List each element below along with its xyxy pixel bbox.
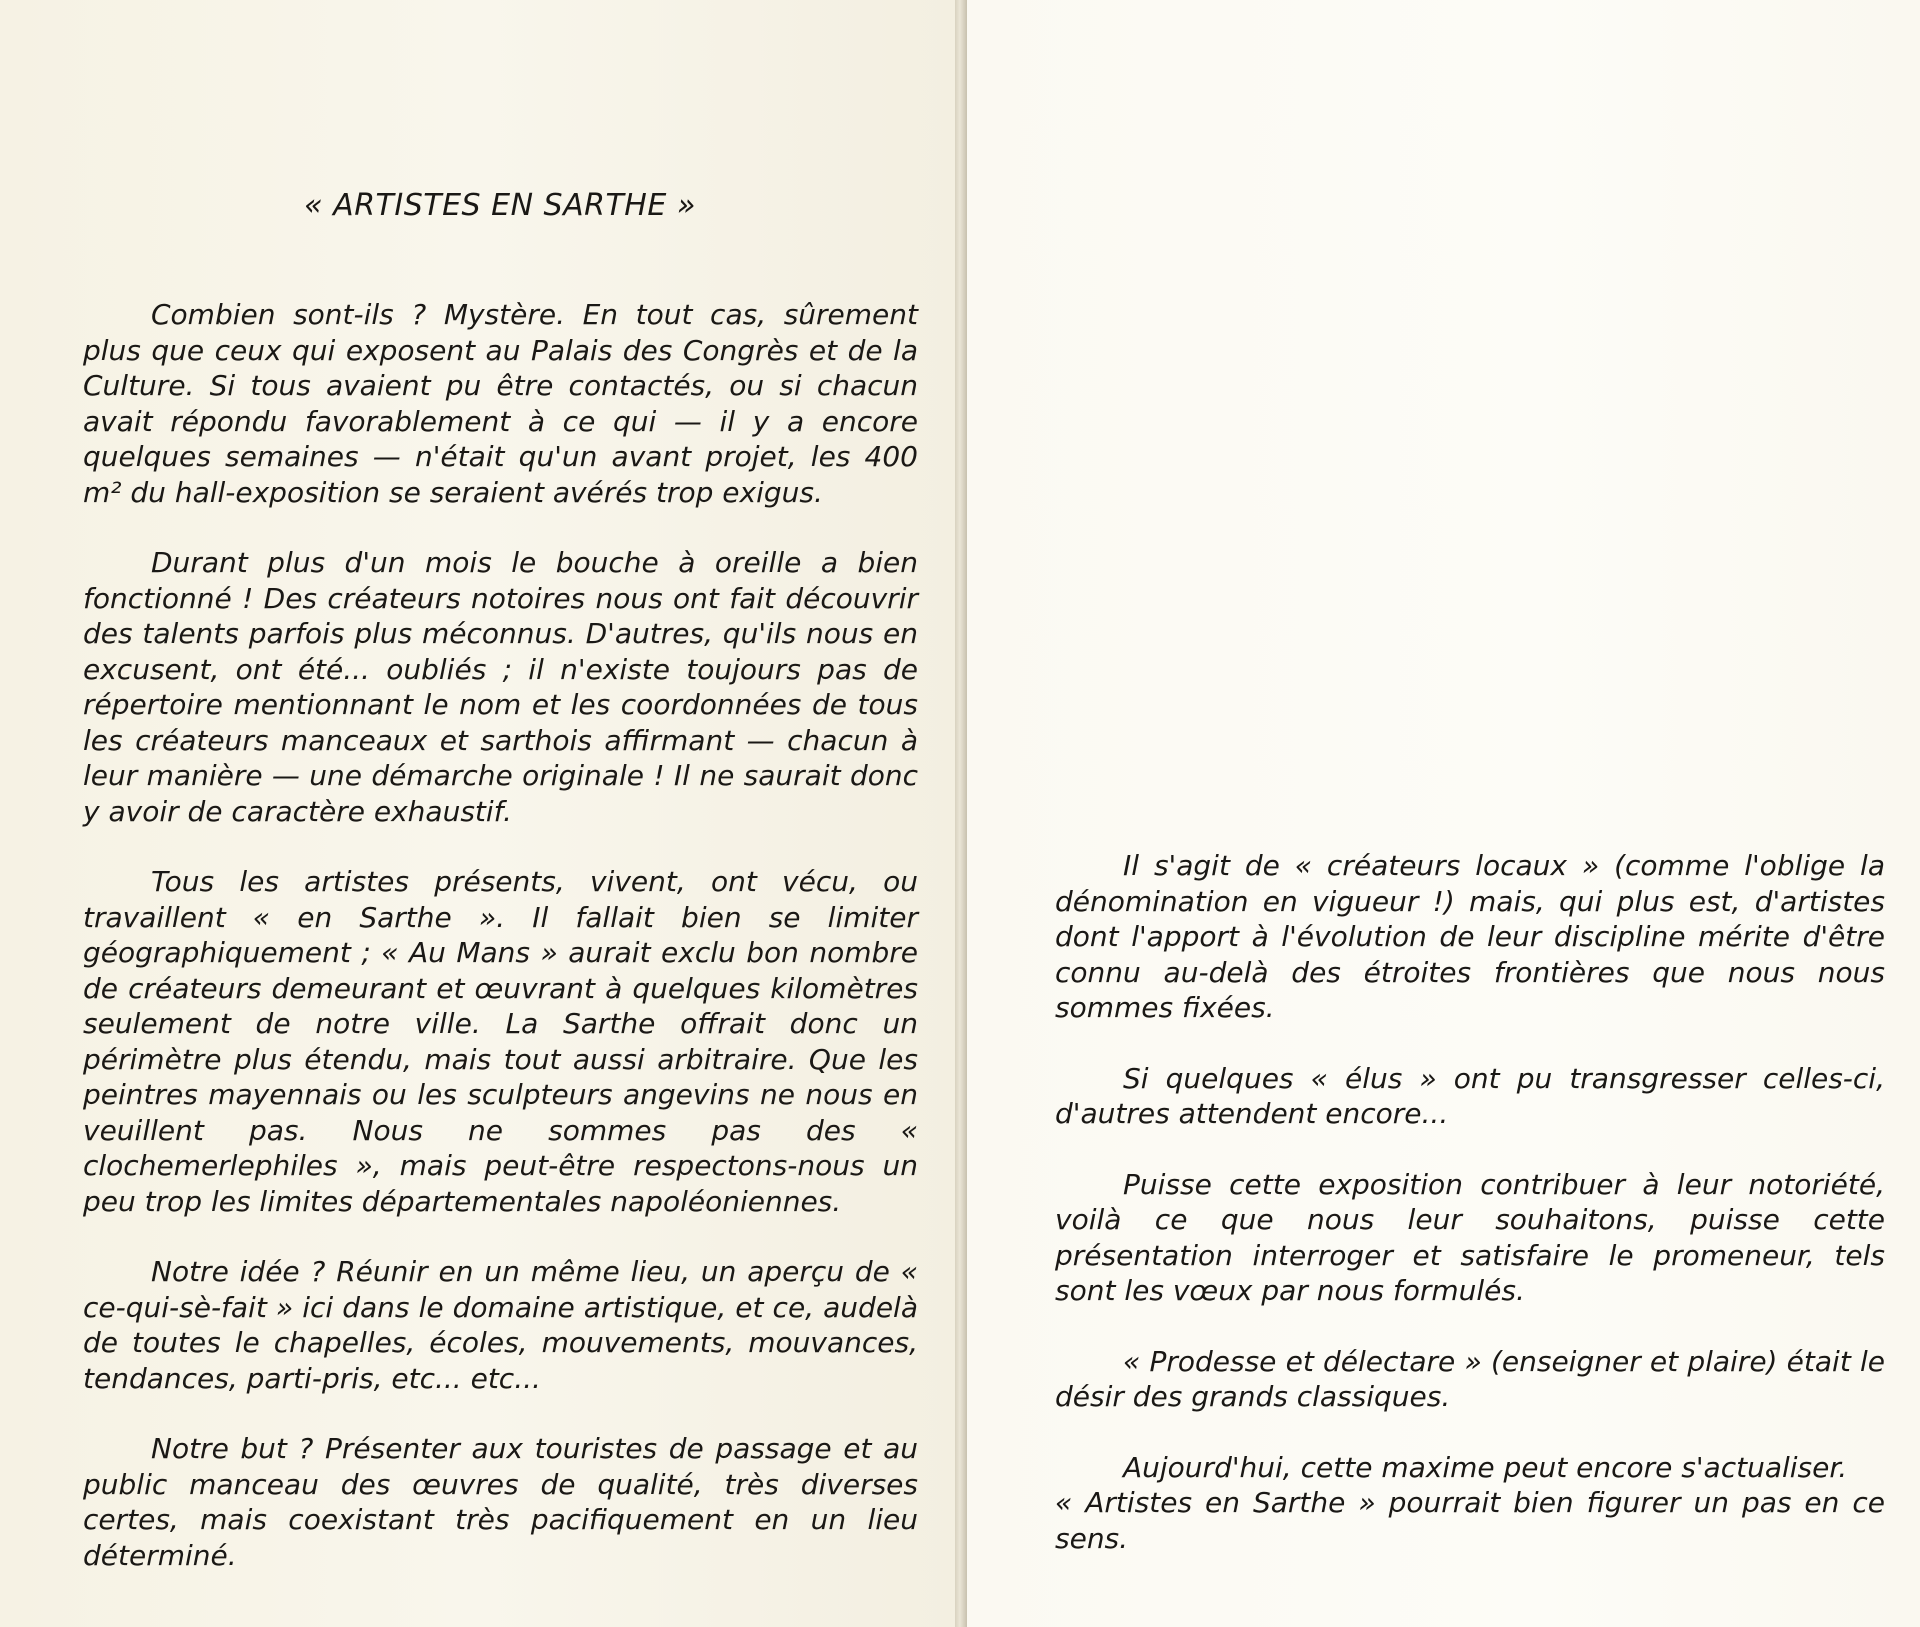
- page-title: « ARTISTES EN SARTHE »: [304, 188, 696, 223]
- paragraph: Notre idée ? Réunir en un même lieu, un aperçu de « ce-qui-sè-fait » ici dans le domaine artistique, et ce, audelà de toutes le chapelles, écoles, mouvements, mouvances, tendances, parti-pris, etc... etc...: [83, 1255, 918, 1395]
- paragraph: Durant plus d'un mois le bouche à oreille a bien fonctionné ! Des créateurs notoires nous ont fait découvrir des talents parfois plus méconnus. D'autres, qu'ils nous en excusent, ont été... oubliés ; il n'existe toujours pas de répertoire mentionnant le nom et les coordonnées de tous les créateurs manceaux et sarthois affirmant — chacun à leur manière — une démarche originale ! Il ne saurait donc y avoir de caractère exhaustif.: [83, 546, 918, 828]
- paragraph: Combien sont-ils ? Mystère. En tout cas, sûrement plus que ceux qui exposent au Palais des Congrès et de la Culture. Si tous avaient pu être contactés, ou si chacun avait répondu favorablement à ce qui — il y a encore quelques semaines — n'était qu'un avant projet, les 400 m² du hall-exposition se seraient avérés trop exigus.: [83, 298, 918, 509]
- paragraph: « Prodesse et délectare » (enseigner et plaire) était le désir des grands classiques.: [1055, 1344, 1885, 1413]
- paragraph: Si quelques « élus » ont pu transgresser celles-ci, d'autres attendent encore...: [1055, 1061, 1885, 1130]
- right-text-column: [1055, 848, 1885, 1591]
- paragraph: Il s'agit de « créateurs locaux » (comme l'oblige la dénomination en vigueur !) mais, qui plus est, d'artistes dont l'apport à l'évolution de leur discipline mérite d'être connu au-delà des étroites frontières que nous nous sommes fixées.: [1055, 849, 1885, 1024]
- paragraph: Notre but ? Présenter aux touristes de passage et au public manceau des œuvres de qualité, très diverses certes, mais coexistant très pacifiquement en un lieu déterminé.: [83, 1432, 918, 1572]
- book-gutter: [955, 0, 967, 1627]
- paragraph: Tous les artistes présents, vivent, ont vécu, ou travaillent « en Sarthe ». Il fallait bien se limiter géographiquement ; « Au Mans » aurait exclu bon nombre de créateurs demeurant et œuvrant à quelques kilomètres seulement de notre ville. La Sarthe offrait donc un périmètre plus étendu, mais tout aussi arbitraire. Que les peintres mayennais ou les sculpteurs angevins ne nous en veuillent pas. Nous ne sommes pas des « clochemerlephiles », mais peut-être respectons-nous un peu trop les limites départementales napoléoniennes.: [83, 865, 918, 1218]
- left-text-column: [83, 297, 918, 1608]
- paragraph: Aujourd'hui, cette maxime peut encore s'actualiser.: [1123, 1450, 1848, 1484]
- left-page: [0, 0, 955, 1627]
- paragraph: Puisse cette exposition contribuer à leur notoriété, voilà ce que nous leur souhaitons, puisse cette présentation interroger et satisfaire le promeneur, tels sont les vœux par nous formulés.: [1055, 1167, 1885, 1307]
- right-page: [967, 0, 1920, 1627]
- paragraph: « Artistes en Sarthe » pourrait bien figurer un pas en ce sens.: [1055, 1486, 1885, 1555]
